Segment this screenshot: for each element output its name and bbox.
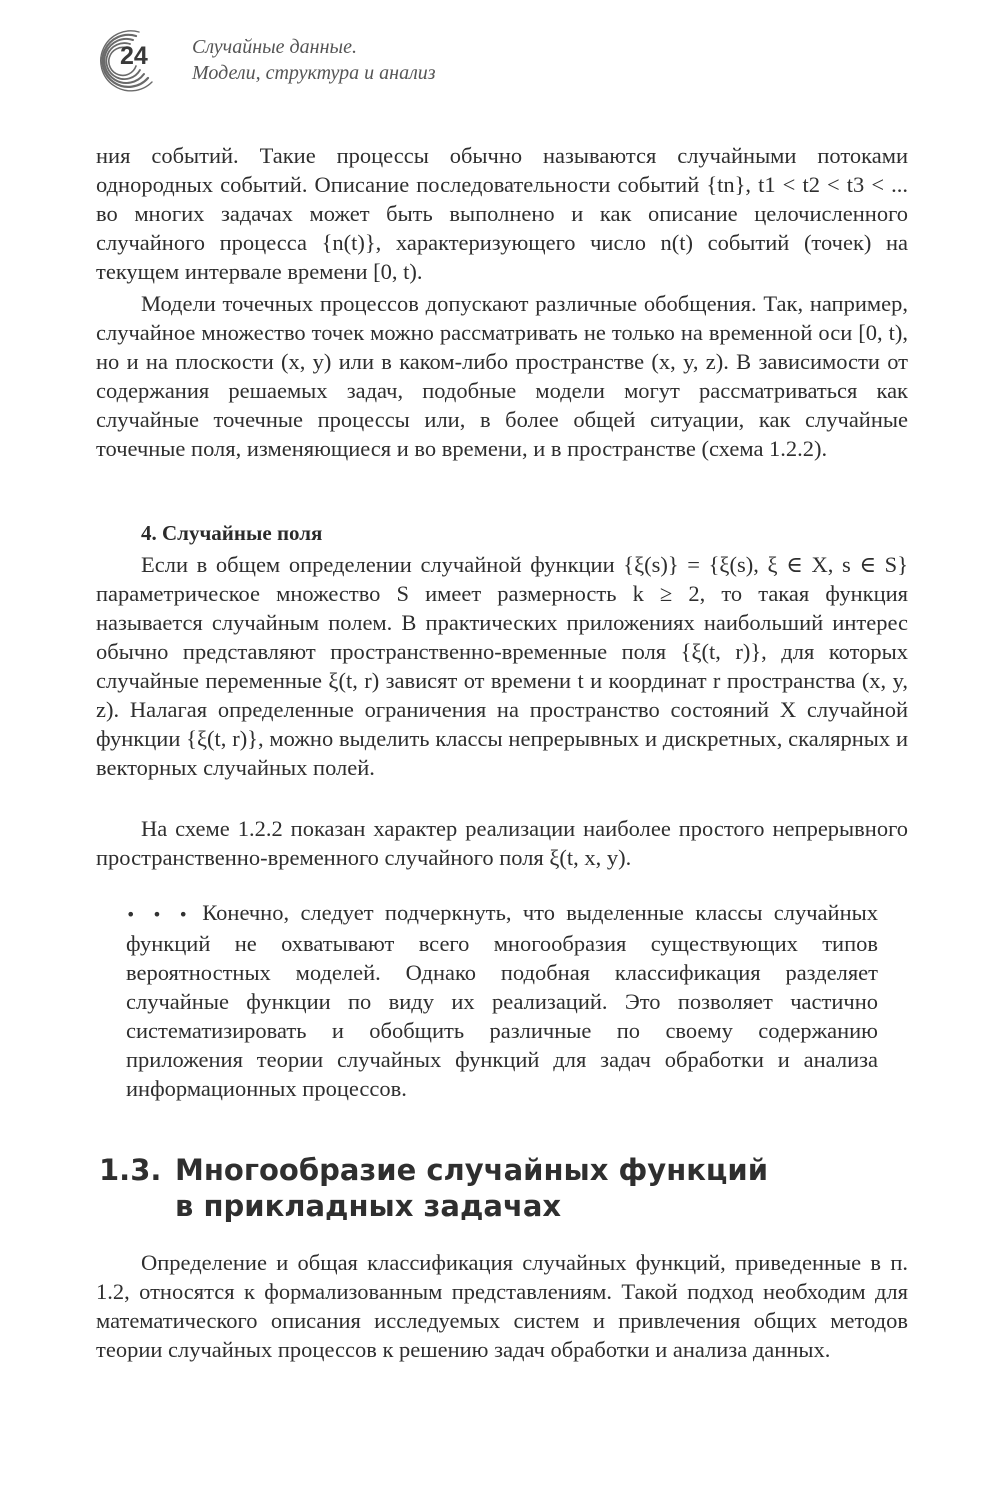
page-number: 24 bbox=[120, 42, 148, 70]
paragraph-continuation: ния событий. Такие процессы обычно называются случайными потоками однородных событий. Описание последовательности событий {tn}, t1 < t2 < t3 < ... во многих задачах может быть выполнено и как описание целочисленного случайного процесса {n(t)}, характеризующего число n(t) событий (точек) на текущем интервале времени [0, t). bbox=[96, 143, 908, 284]
paragraph-random-field-definition: Если в общем определении случайной функции {ξ(s)} = {ξ(s), ξ ∈ X, s ∈ S} параметрическое множество S имеет размерность k ≥ 2, то такая функция называется случайным полем. В практических приложениях наибольший интерес обычно представляют пространственно-временные поля {ξ(t, r)}, для которых случайные переменные ξ(t, r) зависят от времени t и координат r пространства (x, y, z). Налагая определенные ограничения на пространство состояний X случайной функции {ξ(t, r)}, можно выделить классы непрерывных и дискретных, скалярных и векторных случайных полей. bbox=[96, 552, 908, 780]
paragraph-scheme-reference: На схеме 1.2.2 показан характер реализации наиболее простого непрерывного пространственно-временного случайного поля ξ(t, x, y). bbox=[96, 816, 908, 870]
subheading-random-fields: 4. Случайные поля bbox=[141, 521, 323, 545]
section-title-line-2: в прикладных задачах bbox=[175, 1189, 562, 1223]
running-title-line-2: Модели, структура и анализ bbox=[192, 62, 436, 84]
note-text: Конечно, следует подчеркнуть, что выделенные классы случайных функций не охватывают всего многообразия существующих типов вероятностных моделей. Однако подобная классификация разделяет случайные функции по виду их реализаций. Это позволяет частично систематизировать и обобщить различные по своему содержанию приложения теории случайных функций для задач обработки и анализа информационных процессов. bbox=[126, 900, 878, 1101]
paragraph-block-5 bbox=[96, 1248, 908, 1364]
running-header bbox=[92, 26, 792, 96]
note-block bbox=[126, 898, 878, 1103]
section-heading-line-1 bbox=[99, 1152, 768, 1188]
section-heading bbox=[99, 1152, 768, 1224]
paragraph-block-2 bbox=[96, 289, 908, 463]
running-title bbox=[192, 34, 436, 86]
paragraph-point-process-generalizations: Модели точечных процессов допускают различные обобщения. Так, например, случайное множество точек можно рассматривать не только на временной оси [0, t), но и на плоскости (x, y) или в каком-либо пространстве (x, y, z). В зависимости от содержания решаемых задач, подобные модели могут рассматриваться как случайные точечные процессы или, в более общей ситуации, как случайные точечные поля, изменяющиеся и во времени, и в пространстве (схема 1.2.2). bbox=[96, 291, 908, 461]
bullet-dots-icon: • • • bbox=[126, 905, 191, 924]
running-title-line-1: Случайные данные. bbox=[192, 36, 357, 58]
note-paragraph bbox=[126, 898, 878, 1103]
paragraph-block-3 bbox=[96, 550, 908, 782]
section-number: 1.3. bbox=[99, 1153, 162, 1187]
paragraph-block-1 bbox=[96, 141, 908, 286]
paragraph-section-intro: Определение и общая классификация случайных функций, приведенные в п. 1.2, относятся к формализованным представлениям. Такой подход необходим для математического описания исследуемых систем и привлечения общих методов теории случайных процессов к решению задач обработки и анализа данных. bbox=[96, 1250, 908, 1362]
section-title-line-1: Многообразие случайных функций bbox=[175, 1153, 769, 1187]
paragraph-block-4 bbox=[96, 814, 908, 872]
